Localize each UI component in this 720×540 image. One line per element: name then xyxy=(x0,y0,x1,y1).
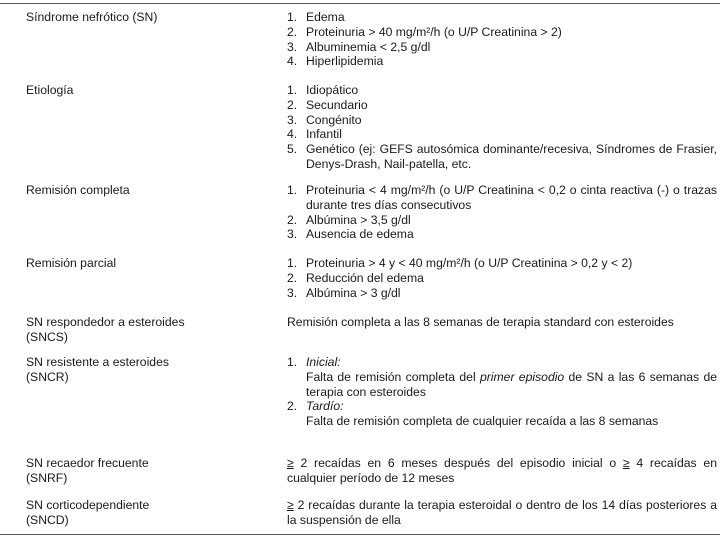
term-label: Etiología xyxy=(26,83,74,97)
list-item: 1. Edema xyxy=(287,10,345,24)
definition-list xyxy=(287,10,717,69)
list-item: 3. Albúmina > 3 g/dl xyxy=(287,285,401,300)
term-abbrev: (SNCR) xyxy=(26,370,69,384)
term-label xyxy=(26,315,276,345)
list-item: 3. Ausencia de edema xyxy=(287,227,414,242)
definition-list xyxy=(287,256,717,300)
list-item: 5. Genético (ej: GEFS autosómica dominante/recesiva, Síndromes de Frasier, Denys-Drash, Nail-patella, etc. xyxy=(287,142,717,171)
term-abbrev: (SNCD) xyxy=(26,513,69,527)
term-line: SN respondedor a esteroides xyxy=(26,315,185,329)
term-abbrev: (SNCS) xyxy=(26,330,68,344)
list-item: 3. Albuminemia < 2,5 g/dl xyxy=(287,39,431,54)
list-item: 2. Tardío: Falta de remisión completa de cualquier recaída a las 8 semanas xyxy=(287,399,659,429)
definition-list xyxy=(287,83,717,172)
term-line: SN corticodependiente xyxy=(26,498,150,512)
list-item: 2. Reducción del edema xyxy=(287,270,424,285)
term-abbrev: (SNRF) xyxy=(26,471,68,485)
term-line: SN resistente a esteroides xyxy=(26,355,169,369)
term-label: Remisión completa xyxy=(26,183,130,197)
list-item: 4. Hiperlipidemia xyxy=(287,54,384,69)
list-item: 4. Infantil xyxy=(287,127,342,142)
top-rule xyxy=(0,3,720,4)
term-label xyxy=(26,456,276,486)
definition-text: Remisión completa a las 8 semanas de terapia standard con esteroides xyxy=(287,315,674,329)
term-label xyxy=(26,355,276,385)
term-label: Síndrome nefrótico (SN) xyxy=(26,10,158,24)
term-label: Remisión parcial xyxy=(26,256,117,270)
list-item: 2. Albúmina > 3,5 g/dl xyxy=(287,212,411,227)
list-item: 2. Proteinuria > 40 mg/m²/h (o U/P Creatinina > 2) xyxy=(287,24,562,39)
list-item: 3. Congénito xyxy=(287,112,362,127)
bottom-rule xyxy=(0,534,720,535)
definition-list xyxy=(287,355,717,429)
list-item: 1. Proteinuria > 4 y < 40 mg/m²/h (o U/P Creatinina > 0,2 y < 2) xyxy=(287,256,633,270)
term-label xyxy=(26,498,276,528)
list-item: 1. Proteinuria < 4 mg/m²/h (o U/P Creatinina < 0,2 o cinta reactiva (-) o trazas durante tres días consecutivos xyxy=(287,183,717,212)
definition-text: ≥ 2 recaídas durante la terapia esteroidal o dentro de los 14 días posteriores a la suspensión de ella xyxy=(287,498,717,527)
definition-list xyxy=(287,183,717,242)
list-item: 1. Idiopático xyxy=(287,83,359,97)
definition-text: ≥ 2 recaídas en 6 meses después del episodio inicial o ≥ 4 recaídas en cualquier período de 12 meses xyxy=(287,456,717,485)
term-line: SN recaedor frecuente xyxy=(26,456,149,470)
list-item: 1. Inicial: Falta de remisión completa del primer episodio de SN a las 6 semanas de terapia con esteroides xyxy=(287,355,717,399)
list-item: 2. Secundario xyxy=(287,97,368,112)
